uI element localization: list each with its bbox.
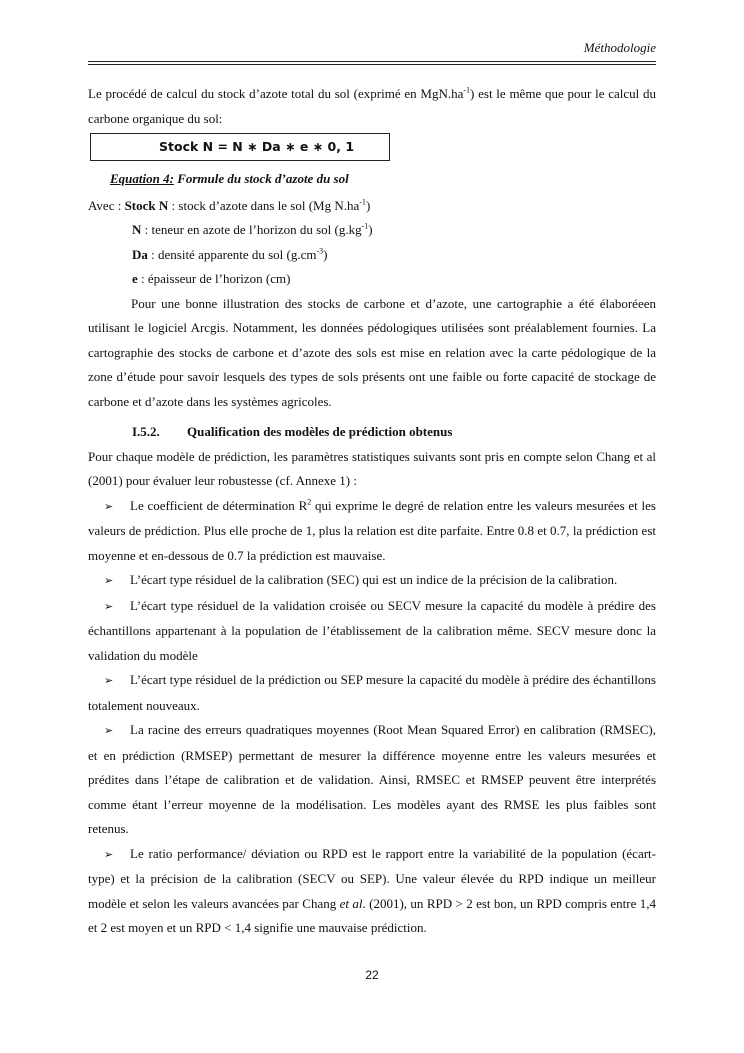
intro-text-2: ) est le même que pour le calcul du carbone organique du sol:	[88, 86, 657, 126]
definition-stock-n	[88, 194, 656, 219]
definition-e	[88, 267, 656, 292]
definition-term: Da	[132, 246, 148, 262]
stats-intro-paragraph: Pour chaque modèle de prédiction, les paramètres statistiques suivants sont pris en compte selon Chang et al (2001) pour évaluer leur robustesse (cf. Annexe 1) :	[88, 448, 656, 488]
page-content	[88, 82, 656, 941]
bullet-text: . (2001), un RPD > 2 est bon, un RPD compris entre 1,4 et 2 est moyen et un RPD < 1,4 signifie une mauvaise prédiction.	[88, 895, 656, 935]
bullet-text: Le ratio performance/ déviation ou RPD est le rapport entre la variabilité de la population (écart-type) et la précision de la calibration (SECV ou SEP). Une valeur élevée du RPD indique un meilleur modèle et selon les valeurs avancées par Chang	[88, 845, 656, 911]
definition-term: Stock N	[124, 197, 169, 213]
bullet-text: L’écart type résiduel de la calibration (SEC) qui est un indice de la précision de la calibration.	[130, 572, 618, 587]
arrow-bullet-icon: ➢	[104, 599, 114, 613]
header-rule	[88, 61, 656, 65]
definition-end: )	[368, 222, 373, 237]
arrow-bullet-icon: ➢	[104, 674, 114, 687]
bullet-superscript: 2	[307, 497, 312, 507]
definition-term: e	[132, 271, 138, 286]
equation-number: Equation 4:	[110, 171, 174, 186]
section-number: I.5.2.	[132, 424, 160, 439]
bullet-text: qui exprime le degré de relation entre les valeurs mesurées et les valeurs de prédiction. Plus elle proche de 1, plus la relation est dite parfaite. Entre 0.8 et 0.7, la prédiction est moyenne et en-dessous de 0.7 la prédiction est mauvaise.	[88, 497, 656, 563]
bullet-text: L’écart type résiduel de la prédiction ou SEP mesure la capacité du modèle à prédire des échantillons totalement nouveaux.	[88, 672, 656, 713]
definition-text: : stock d’azote dans le sol (Mg N.ha	[168, 197, 360, 213]
page-number: 22	[365, 968, 379, 982]
equation-caption	[110, 167, 656, 192]
arrow-bullet-icon: ➢	[104, 574, 114, 587]
definition-text: : densité apparente du sol (g.cm	[147, 246, 317, 262]
intro-superscript: -1	[463, 85, 471, 95]
definition-text: : teneur en azote de l’horizon du sol (g.kg	[141, 222, 362, 237]
definition-n	[88, 218, 656, 243]
definition-superscript: -1	[359, 197, 366, 207]
definitions-prefix: Avec :	[88, 197, 125, 213]
definition-da	[88, 243, 656, 268]
bullet-sep	[88, 668, 656, 718]
definition-term: N	[132, 222, 142, 237]
bullet-italic-text: et al	[339, 895, 363, 911]
formula-box: Stock N = N ∗ Da ∗ e ∗ 0, 1	[90, 133, 390, 161]
intro-text-1: Le procédé de calcul du stock d’azote total du sol (exprimé en MgN.ha	[88, 86, 464, 101]
section-heading	[132, 420, 656, 445]
arrow-bullet-icon: ➢	[104, 499, 114, 513]
definition-text: : épaisseur de l’horizon (cm)	[137, 271, 291, 286]
cartographie-paragraph: Pour une bonne illustration des stocks de carbone et d’azote, une cartographie a été élaboréeen utilisant le logiciel Arcgis. Notamment, les données pédologiques utilisées sont préalablement fournies. La cartographie des stocks de carbone et d’azote des sols est mise en relation avec la carte pédologique de la zone d’étude pour savoir lesquels des types de sols présents ont une faible ou forte capacité de stockage de carbone et d’azote dans les systèmes agricoles.	[88, 295, 656, 409]
bullet-text: Le coefficient de détermination R	[130, 497, 308, 513]
intro-paragraph	[88, 82, 656, 131]
definition-superscript: -3	[316, 246, 324, 256]
running-header: Méthodologie	[583, 40, 656, 55]
bullet-rmse	[88, 718, 656, 842]
equation-title: Formule du stock d’azote du sol	[173, 171, 349, 186]
bullet-text: L’écart type résiduel de la validation croisée ou SECV mesure la capacité du modèle à prédire des échantillons appartenant à la population de l’établissement de la calibration même. SECV mesure donc la validation du modèle	[88, 597, 656, 663]
definition-end: )	[365, 197, 371, 213]
arrow-bullet-icon: ➢	[104, 847, 114, 861]
bullet-secv	[88, 594, 656, 669]
bullet-sec	[88, 568, 656, 594]
definition-end: )	[323, 246, 328, 262]
bullet-r2	[88, 494, 656, 569]
definition-superscript: -1	[361, 221, 369, 231]
bullet-rpd	[88, 842, 656, 941]
bullet-text: La racine des erreurs quadratiques moyennes (Root Mean Squared Error) en calibration (RMSEC), et en prédiction (RMSEP) permettant de mesurer la différence moyenne entre les valeurs mesurées et prédites dans l’étape de calibration et de validation. Ainsi, RMSEC et RMSEP peuvent être interprétés comme étant l’erreur moyenne de la modélisation. Les modèles ayant des RMSE les plus faibles sont retenus.	[88, 722, 656, 836]
section-title: Qualification des modèles de prédiction obtenus	[187, 424, 453, 439]
arrow-bullet-icon: ➢	[104, 724, 114, 737]
